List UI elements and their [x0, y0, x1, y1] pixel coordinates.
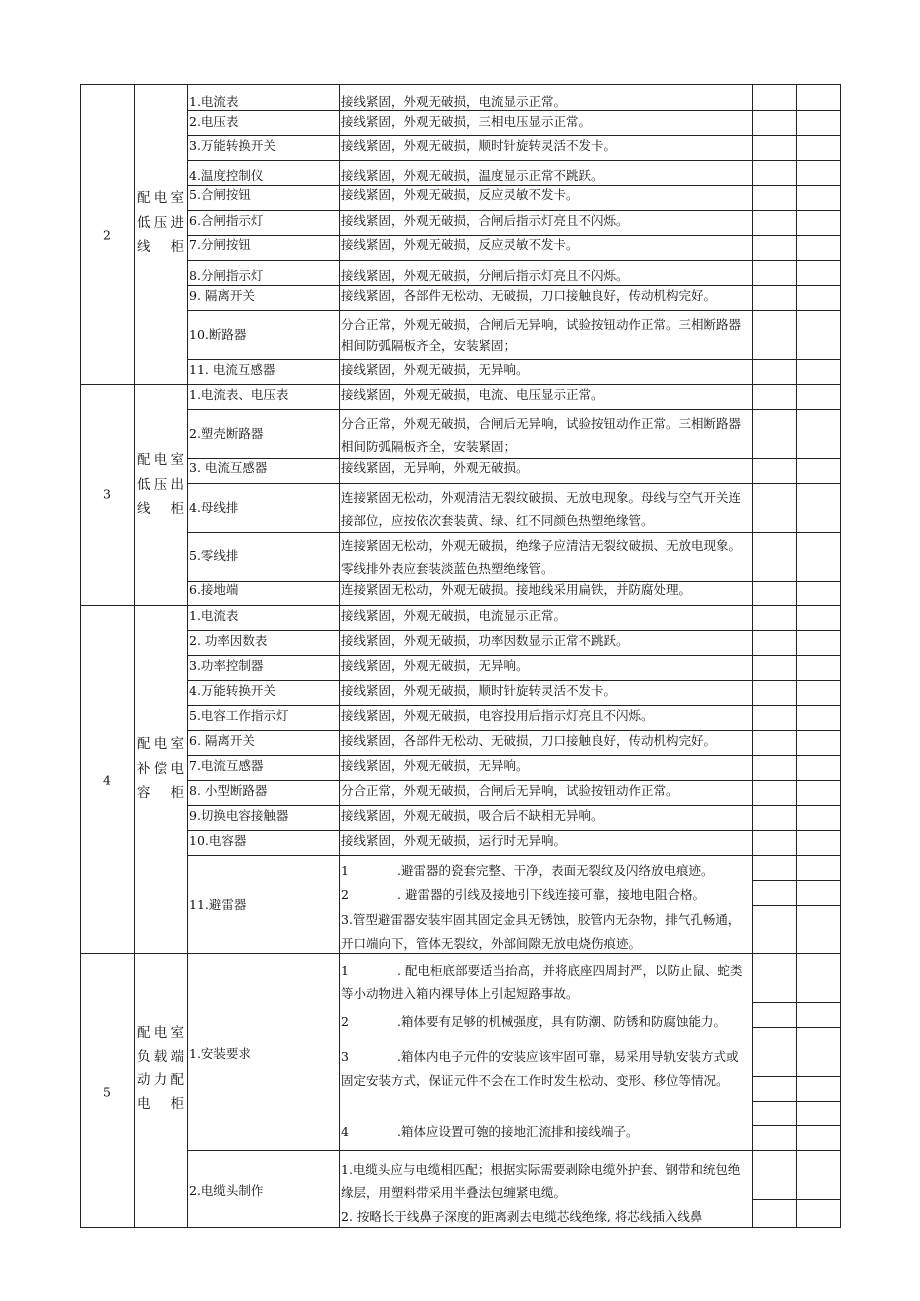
sub-requirement: 3.管型避雷器安装牢固其固定金具无锈蚀，胶管内无杂物，排气孔畅通，开口端向下，管体无裂纹，外部间隙无放电烧伤痕迹。 [341, 912, 741, 951]
row-divider [187, 310, 840, 311]
sub-requirement: .箱体要有足够的机械强度，具有防潮、防锈和防腐蚀能力。 [397, 1014, 726, 1029]
row-divider [187, 409, 840, 410]
item-requirement: 接线紧固，外观无破损，电流、电压显示正常。 [341, 387, 604, 402]
row-divider [752, 1027, 840, 1028]
item-name: 6.合闸指示灯 [189, 213, 264, 228]
sub-requirement: . 避雷器的引线及接地引下线连接可靠，接地电阻合格。 [397, 887, 705, 902]
item-name: 1.电流表 [189, 94, 239, 109]
item-name: 11.避雷器 [189, 897, 247, 912]
sub-number: 2 [341, 887, 349, 902]
item-name: 4.母线排 [189, 500, 239, 515]
item-requirement: 接线紧固，外观无破损，温度显示正常不跳跃。 [341, 168, 604, 183]
column-divider [187, 85, 188, 1227]
sub-number: 1 [341, 863, 349, 878]
item-name: 8.分闸指示灯 [189, 268, 264, 283]
item-name: 2.电缆头制作 [189, 1183, 264, 1198]
sub-number: 2 [341, 1014, 349, 1029]
row-divider [187, 1150, 840, 1151]
section-number: 5 [103, 1084, 111, 1100]
row-divider [187, 855, 840, 856]
item-name: 5.零线排 [189, 548, 239, 563]
item-name: 2. 功率因数表 [189, 633, 268, 648]
item-requirement: 接线紧固，各部件无松动、无破损，刀口接触良好，传动机构完好。 [341, 733, 717, 748]
item-name: 9. 隔离开关 [189, 288, 255, 303]
item-requirement: 接线紧固，外观无破损，反应灵敏不发卡。 [341, 187, 579, 202]
item-name: 1.安装要求 [189, 1046, 251, 1061]
item-name: 4.万能转换开关 [189, 683, 276, 698]
sub-number: 3 [341, 1049, 349, 1064]
item-requirement: 接线紧固，外观无破损，电流显示正常。 [341, 94, 567, 109]
item-requirement: 连接紧固无松动，外观无破损，绝缘子应清洁无裂纹破损、无放电现象。零线排外表应套装淡蓝色热塑绝缘管。 [341, 538, 742, 576]
item-name: 6. 隔离开关 [189, 733, 255, 748]
item-requirement: 接线紧固，外观无破损，顺时针旋转灵活不发卡。 [341, 138, 617, 153]
column-divider [796, 85, 797, 1227]
section-number: 3 [103, 486, 111, 502]
section-category: 配电室负载端动力配电柜 [137, 1025, 185, 1112]
sub-requirement: . 配电柜底部要适当抬高，并将底座四周封严，以防止鼠、蛇类等小动物进入箱内裸导体上引起短路事故。 [341, 963, 743, 1001]
item-name: 7.电流互感器 [189, 758, 264, 773]
item-requirement: 接线紧固，各部件无松动、无破损，刀口接触良好，传动机构完好。 [341, 288, 717, 303]
sub-requirement: 1.电缆头应与电缆相匹配；根据实际需要剥除电缆外护套、钢带和统包绝缘层，用塑料带采用半叠法包缠紧电缆。 [341, 1162, 741, 1200]
item-requirement: 分合正常，外观无破损，合闸后无异响，试验按钮动作正常。 [341, 783, 679, 798]
row-divider [752, 1101, 840, 1102]
inspection-table [80, 84, 841, 1228]
row-divider [752, 1002, 840, 1003]
sub-number: 1 [341, 963, 349, 978]
row-divider [187, 532, 840, 533]
item-name: 9.切换电容接触器 [189, 808, 289, 823]
sub-requirement: .避雷器的瓷套完整、干净，表面无裂纹及闪络放电痕迹。 [397, 863, 714, 878]
item-name: 3. 电流互感器 [189, 460, 268, 475]
sub-requirement: .箱体应设置可匏的接地汇流排和接线端子。 [397, 1124, 639, 1139]
item-requirement: 接线紧固，外观无破损，无异响。 [341, 658, 529, 673]
sub-requirement: 2. 按略长于线鼻子深度的距离剥去电缆芯线绝缘, 将芯线插入线鼻 [341, 1209, 703, 1224]
column-divider [134, 85, 135, 1227]
row-divider [187, 483, 840, 484]
section-category: 配电室低压进线柜 [137, 190, 185, 255]
section-category: 配电室补偿电容柜 [137, 736, 185, 801]
item-name: 1.电流表、电压表 [189, 387, 289, 402]
item-name: 6.接地端 [189, 582, 239, 597]
column-divider [752, 85, 753, 1227]
item-name: 5.合闸按钮 [189, 187, 251, 202]
item-name: 3.功率控制器 [189, 658, 264, 673]
item-requirement: 连接紧固无松动，外观无破损。接地线采用扁铁，并防腐处理。 [341, 582, 692, 597]
item-requirement: 接线紧固，无异响，外观无破损。 [341, 460, 529, 475]
item-requirement: 接线紧固，外观无破损，吸合后不缺相无异响。 [341, 808, 604, 823]
row-divider [187, 260, 840, 261]
item-requirement: 接线紧固，外观无破损，无异响。 [341, 758, 529, 773]
item-name: 11. 电流互感器 [189, 362, 276, 377]
item-name: 5.电容工作指示灯 [189, 708, 289, 723]
section-category: 配电室低压出线柜 [137, 452, 185, 517]
item-requirement: 连接紧固无松动，外观清洁无裂纹破损、无放电现象。母线与空气开关连接部位，应按依次套装黄、绿、红不同颜色热塑绝缘管。 [341, 490, 742, 528]
row-divider [187, 160, 840, 161]
item-name: 2.塑壳断路器 [189, 426, 264, 441]
item-name: 7.分闸按钮 [189, 237, 251, 252]
row-divider [752, 1125, 840, 1126]
row-divider [752, 880, 840, 881]
item-name: 10.断路器 [189, 327, 247, 342]
row-divider [752, 1076, 840, 1077]
item-name: 2.电压表 [189, 114, 239, 129]
row-divider [752, 1199, 840, 1200]
sub-requirement: .箱体内电子元件的安装应该牢固可靠，易采用导轨安装方式或固定安装方式，保证元件不会在工作时发生松动、变形、移位等情况。 [341, 1049, 739, 1088]
section-number: 4 [103, 772, 111, 788]
item-requirement: 分合正常，外观无破损，合闸后无异响，试验按钮动作正常。三相断路器相间防弧隔板齐全，安装紧固； [341, 317, 742, 353]
row-divider [752, 905, 840, 906]
item-name: 10.电容器 [189, 833, 247, 848]
item-name: 3.万能转换开关 [189, 138, 276, 153]
sub-number: 4 [341, 1124, 349, 1139]
section-number: 2 [103, 227, 111, 243]
item-requirement: 接线紧固，外观无破损，电流显示正常。 [341, 608, 567, 623]
item-name: 4.温度控制仪 [189, 168, 264, 183]
item-requirement: 接线紧固，外观无破损，无异响。 [341, 362, 529, 377]
item-requirement: 接线紧固，外观无破损，合闸后指示灯亮且不闪烁。 [341, 213, 629, 228]
item-requirement: 接线紧固，外观无破损，功率因数显示正常不跳跃。 [341, 633, 629, 648]
item-requirement: 接线紧固，外观无破损，三相电压显示正常。 [341, 114, 592, 129]
item-requirement: 接线紧固，外观无破损，顺时针旋转灵活不发卡。 [341, 683, 617, 698]
item-requirement: 接线紧固，外观无破损，电容投用后指示灯亮且不闪烁。 [341, 708, 654, 723]
item-requirement: 接线紧固，外观无破损，运行时无异响。 [341, 833, 567, 848]
column-divider [339, 85, 340, 1227]
item-name: 1.电流表 [189, 608, 239, 623]
item-name: 8. 小型断路器 [189, 783, 268, 798]
item-requirement: 分合正常，外观无破损，合闸后无异响，试验按钮动作正常。三相断路器相间防弧隔板齐全，安装紧固； [341, 416, 742, 454]
item-requirement: 接线紧固，外观无破损，分闸后指示灯亮且不闪烁。 [341, 268, 629, 283]
item-requirement: 接线紧固，外观无破损，反应灵敏不发卡。 [341, 237, 579, 252]
